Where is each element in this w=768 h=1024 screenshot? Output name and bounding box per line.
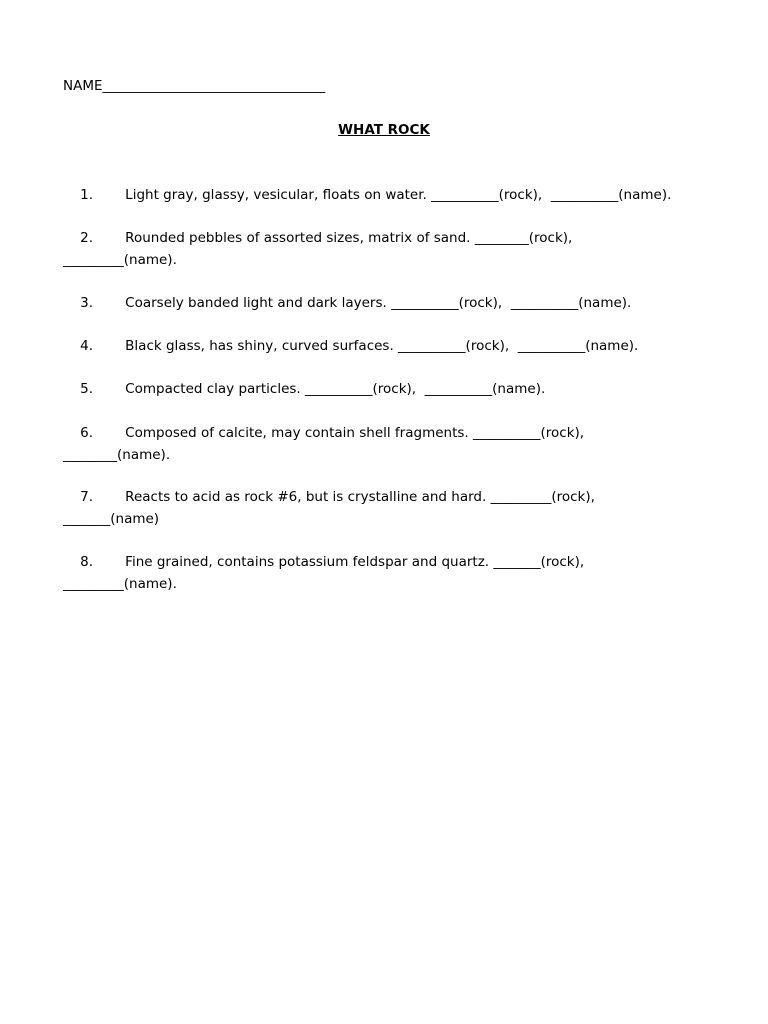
question-number: 7. bbox=[80, 489, 94, 505]
question-text: Composed of calcite, may contain shell fragments. __________(rock), bbox=[125, 425, 585, 441]
question-number: 5. bbox=[80, 381, 94, 397]
question-number: 2. bbox=[80, 230, 94, 246]
name-field-line: NAME_________________________________ bbox=[63, 78, 326, 94]
question-continuation: ________(name). bbox=[63, 447, 171, 463]
question-text: Reacts to acid as rock #6, but is crystalline and hard. _________(rock), bbox=[125, 489, 595, 505]
question-text: Coarsely banded light and dark layers. __________(rock), __________(name). bbox=[125, 295, 632, 311]
question-text: Fine grained, contains potassium feldspar and quartz. _______(rock), bbox=[125, 554, 585, 570]
question-number: 4. bbox=[80, 338, 94, 354]
question-continuation: _________(name). bbox=[63, 252, 177, 268]
question-number: 6. bbox=[80, 425, 94, 441]
question-text: Black glass, has shiny, curved surfaces. __________(rock), __________(name). bbox=[125, 338, 639, 354]
question-continuation: _______(name) bbox=[63, 511, 160, 527]
question-text: Compacted clay particles. __________(rock), __________(name). bbox=[125, 381, 546, 397]
question-text: Light gray, glassy, vesicular, floats on water. __________(rock), __________(name). bbox=[125, 187, 672, 203]
question-continuation: _________(name). bbox=[63, 576, 177, 592]
question-number: 8. bbox=[80, 554, 94, 570]
question-number: 3. bbox=[80, 295, 94, 311]
question-text: Rounded pebbles of assorted sizes, matrix of sand. ________(rock), bbox=[125, 230, 573, 246]
page-title: WHAT ROCK bbox=[338, 122, 430, 138]
question-8 bbox=[63, 529, 723, 617]
question-number: 1. bbox=[80, 187, 94, 203]
